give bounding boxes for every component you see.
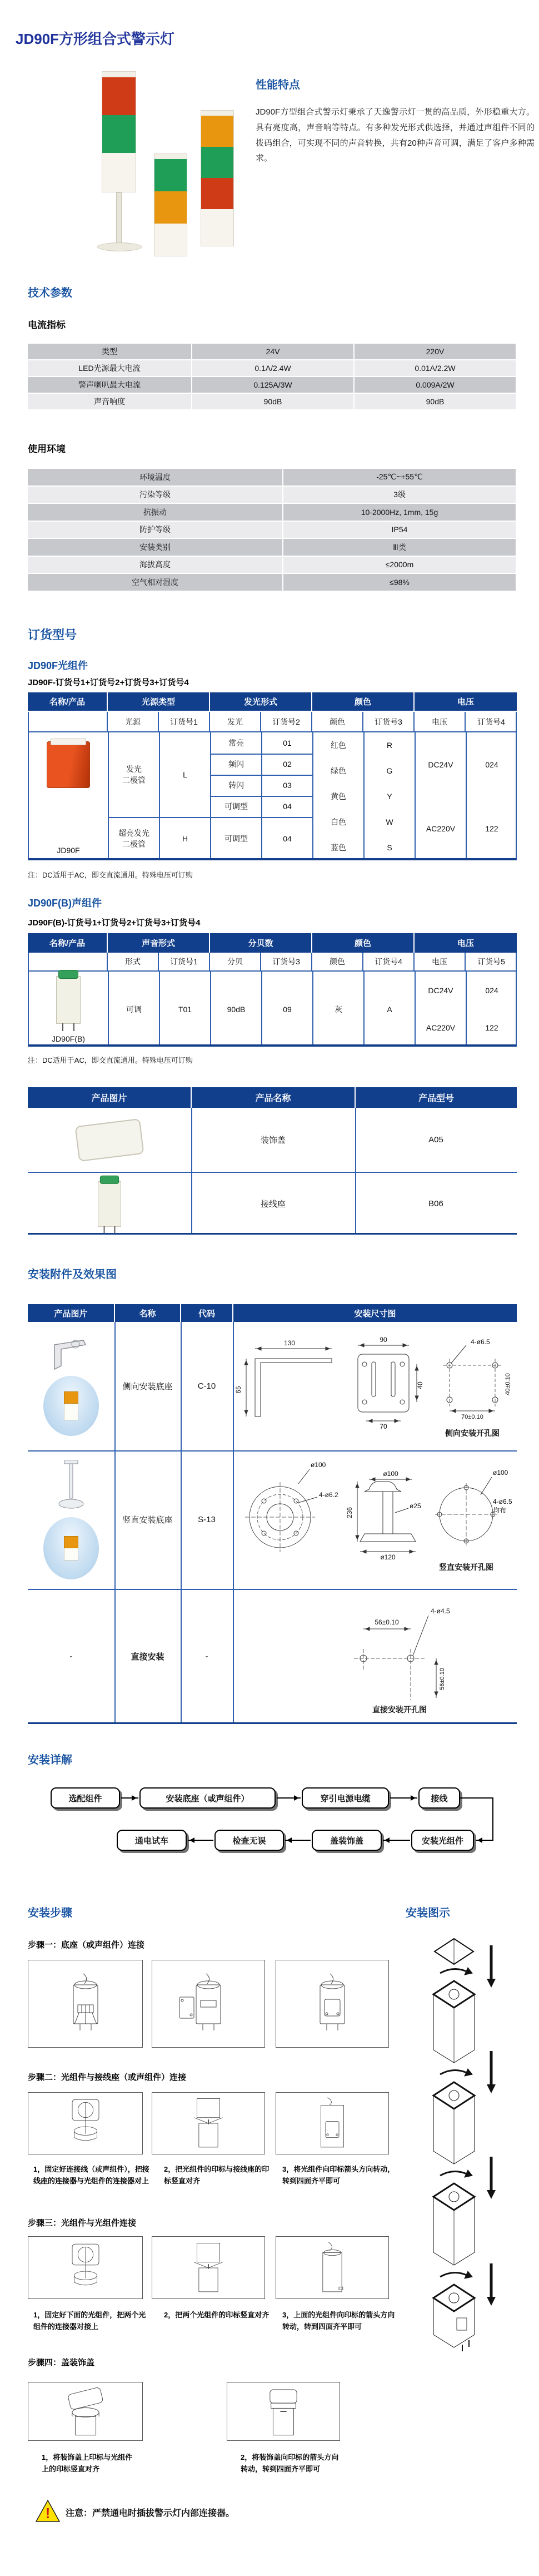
vertical-mount-drawing xyxy=(233,1450,517,1589)
sound-table-note: 注：DC适用于AC，即交直流通用。特殊电压可订购 xyxy=(28,1056,193,1064)
sound-product-cell xyxy=(29,972,108,1047)
flow-heading: 安装详解 xyxy=(28,1754,72,1766)
svg-text:ø25: ø25 xyxy=(410,1502,421,1510)
base-image-cell xyxy=(28,1173,191,1235)
svg-text:4-ø6.5: 4-ø6.5 xyxy=(471,1338,490,1346)
flow-step-base: 安装底座（或声组件） xyxy=(139,1787,276,1809)
step3-panel-3 xyxy=(276,2236,389,2299)
tower-light-3 xyxy=(201,110,234,246)
direct-mount-drawing xyxy=(233,1589,517,1724)
device-sketch xyxy=(293,1968,371,2040)
svg-text:竖直安装开孔图: 竖直安装开孔图 xyxy=(439,1563,493,1572)
install-diagram xyxy=(423,1934,501,2438)
step4-caption-1: 1，将装饰盖上印标与光组件上的印标竖直对齐 xyxy=(42,2453,133,2474)
light-table-note: 注：DC适用于AC，即交直流通用。特殊电压可订购 xyxy=(28,871,193,879)
svg-text:ø120: ø120 xyxy=(380,1553,396,1561)
flow-arrow-left-icon xyxy=(476,1840,493,1841)
jd90fb-product-image xyxy=(56,976,81,1024)
hled-source-name: 超亮发光 二极管 xyxy=(118,829,149,849)
svg-text:侧向安装开孔图: 侧向安装开孔图 xyxy=(445,1429,500,1438)
hero-product-image xyxy=(92,70,253,259)
sound-table-group-header: 名称/产品 声音形式 分贝数 颜色 电压 xyxy=(28,933,517,953)
sound-volt-code-list: 024 122 xyxy=(485,985,498,1033)
step1-panel-1 xyxy=(28,1960,143,2048)
current-subheading: 电流指标 xyxy=(28,320,66,330)
cover-flat-sketch xyxy=(247,2385,320,2438)
warning-text: 注意：严禁通电时插拔警示灯内部连接器。 xyxy=(66,2509,235,2518)
align-sketch xyxy=(175,2240,242,2296)
step1-panel-3 xyxy=(276,1960,389,2048)
rotate-sketch xyxy=(299,2096,366,2151)
light-product-cell xyxy=(29,732,108,860)
steps-heading: 安装步骤 xyxy=(28,1907,72,1919)
flow-arrow-right-icon xyxy=(277,1797,301,1799)
svg-text:!: ! xyxy=(45,2505,51,2521)
flow-step-cover: 盖装饰盖 xyxy=(312,1830,382,1851)
step3-caption-2: 2，把两个光组件的印标竖直对齐 xyxy=(164,2311,270,2319)
side-mount-photo xyxy=(43,1376,99,1436)
sound-table-body: JD90F(B) 可调 T01 90dB 09 灰 A DC24V AC220V 024 122 xyxy=(28,972,517,1047)
svg-text:56±0.10: 56±0.10 xyxy=(375,1618,399,1626)
svg-text:70±0.10: 70±0.10 xyxy=(461,1414,483,1420)
cover-image-cell xyxy=(28,1108,191,1172)
svg-text:65: 65 xyxy=(234,1386,242,1394)
light-table-col-header: 光源 订货号1 发光 订货号2 颜色 订货号3 电压 订货号4 xyxy=(28,712,517,732)
page-title: JD90F方形组合式警示灯 xyxy=(16,31,175,47)
led-source-name: 发光 二极管 xyxy=(122,765,146,785)
env-spec-table: 环境温度 -25℃~+55℃ 污染等级 3级 抗振动 10-2000Hz, 1mm, 15g 防护等级 IP54 安装类别 Ⅲ类 海拔高度 ≤2000m 空气相对湿度 ≤98% xyxy=(28,469,517,591)
flow-step-wire: 接线 xyxy=(418,1787,460,1809)
svg-text:ø100: ø100 xyxy=(493,1469,508,1477)
svg-text:236: 236 xyxy=(346,1507,353,1519)
decor-cover-image xyxy=(75,1118,144,1162)
tower-pole xyxy=(116,192,122,244)
diagram-heading: 安装图示 xyxy=(406,1907,450,1919)
side-mount-image-cell xyxy=(28,1322,114,1450)
step4-caption-2: 2，将装饰盖向印标的箭头方向转动，转到四面齐平即可 xyxy=(241,2453,339,2474)
svg-text:56±0.10: 56±0.10 xyxy=(439,1668,446,1690)
accessory-table-body: 装饰盖 A05 接线座 B06 xyxy=(28,1108,517,1235)
flow-arrow-left-icon xyxy=(188,1840,213,1841)
sound-product-label: JD90F(B) xyxy=(52,1034,85,1043)
flow-arrow-left-icon xyxy=(285,1840,311,1841)
tower-base-disc xyxy=(97,242,142,251)
light-order-formula: JD90F-订货号1+订货号2+订货号3+订货号4 xyxy=(28,678,189,687)
step1-panel-2 xyxy=(152,1960,265,2048)
direct-mount-image-cell: - xyxy=(69,1652,73,1661)
light-color-list: 红色 绿色 黄色 白色 蓝色 xyxy=(331,741,346,852)
svg-text:直接安装开孔图: 直接安装开孔图 xyxy=(372,1705,427,1714)
mount-table-header: 产品图片 名称 代码 安装尺寸图 xyxy=(28,1304,517,1322)
sound-table-col-header: 形式 订货号1 分贝 订货号3 颜色 订货号4 电压 订货号5 xyxy=(28,953,517,972)
step2-panel-2 xyxy=(152,2092,265,2154)
mount-table-body: 侧向安装底座 C-10 130 65 90 40 70 4-ø6.5 40±0.10 70±0.10 侧向安装开孔图 竖直安装底座 S-13 ø100 4-ø6.2 ø100 ø25 236 ø120 ø100 4-ø6.5 均布 竖直安装开孔图 - 直接安装 - 56±0.10 4-ø4.5 56±0.10 直接安装开孔图 xyxy=(28,1322,517,1724)
sound-order-formula: JD90F(B)-订货号1+订货号2+订货号3+订货号4 xyxy=(28,918,201,928)
led-source-code: L xyxy=(183,770,187,779)
svg-text:130: 130 xyxy=(283,1339,296,1347)
light-table-group-header: 名称/产品 光源类型 发光形式 颜色 电压 xyxy=(28,692,517,711)
flow-step-select: 选配组件 xyxy=(51,1787,120,1809)
light-volt-list: DC24V AC220V xyxy=(426,760,456,833)
flow-arrow-right-icon xyxy=(121,1797,138,1799)
sound-volt-list: DC24V AC220V xyxy=(426,985,456,1033)
side-bracket-sketch xyxy=(49,1337,93,1371)
device-sketch xyxy=(47,1968,124,2040)
step2-caption-1: 1，固定好连接线（或声组件），把接线座的连接器与光组件的连接器对上 xyxy=(33,2165,149,2186)
env-subheading: 使用环境 xyxy=(28,444,66,454)
jd90f-product-image xyxy=(47,741,90,788)
step3-caption-3: 3，上面的光组件向印标的箭头方向转动，转到四面齐平即可 xyxy=(282,2311,395,2331)
warning-icon xyxy=(36,2499,60,2523)
pole-sketch xyxy=(54,1460,88,1514)
sound-component-title: JD90F(B)声组件 xyxy=(28,898,102,909)
tech-heading: 技术参数 xyxy=(28,287,72,299)
svg-text:均布: 均布 xyxy=(493,1507,507,1514)
flow-step-cable: 穿引电源电缆 xyxy=(302,1787,389,1809)
step2-panel-1 xyxy=(28,2092,143,2154)
light-component-title: JD90F光组件 xyxy=(28,660,88,671)
current-spec-table: 类型 24V 220V LED光源最大电流 0.1A/2.4W 0.01A/2.2W 警声喇叭最大电流 0.125A/3W 0.009A/2W 声音响度 90dB 90dB xyxy=(28,344,517,409)
step3-panel-2 xyxy=(152,2236,265,2299)
step2-panel-3 xyxy=(276,2092,389,2154)
exploded-stack-sketch xyxy=(423,1934,501,2435)
light-product-label: JD90F xyxy=(57,846,80,855)
flow-step-check: 检查无误 xyxy=(214,1830,284,1851)
step2-caption-2: 2，把光组件的印标与接线座的印标竖直对齐 xyxy=(164,2165,270,2186)
flow-step-test: 通电试车 xyxy=(117,1830,187,1851)
connector-sketch xyxy=(52,2240,119,2296)
step3-panel-1 xyxy=(28,2236,143,2299)
step4-panel-1 xyxy=(28,2382,143,2441)
side-mount-drawing xyxy=(233,1322,517,1450)
features-text: JD90F方型组合式警示灯秉承了天逸警示灯一贯的高品质，外形稳重大方。具有亮度高，声音响等特点。有多种发光形式供选择，并通过声组件不同的拨码组合，可实现不同的声音转换，共有20种声音可调，满足了客户多种需求。 xyxy=(256,107,535,164)
accessory-table-header: 产品图片 产品名称 产品型号 xyxy=(28,1087,517,1108)
flow-arrow-right-icon xyxy=(390,1797,417,1799)
step3-title: 步骤三：光组件与光组件连接 xyxy=(28,2218,137,2228)
light-volt-code-list: 024 122 xyxy=(485,760,498,833)
cover-tilt-sketch xyxy=(49,2385,122,2438)
align-sketch xyxy=(175,2096,242,2151)
step2-caption-3: 3，将光组件向印标箭头方向转动，转到四面齐平即可 xyxy=(282,2165,395,2186)
vertical-mount-photo xyxy=(43,1517,99,1579)
tower-light-1 xyxy=(102,71,136,192)
hled-source-code: H xyxy=(182,834,188,843)
svg-text:40±0.10: 40±0.10 xyxy=(505,1373,511,1395)
rotate-sketch xyxy=(299,2240,366,2296)
light-table-body: JD90F 发光 二极管 L 超亮发光 二极管 H 常亮 频闪 转闪 可调型 01 02 03 04 可调型 04 红色 绿色 黄色 白色 蓝色 R G Y W S DC24V AC220V 024 122 xyxy=(28,732,517,860)
tower-light-2 xyxy=(154,153,187,256)
mounts-heading: 安装附件及效果图 xyxy=(28,1269,117,1281)
ordering-heading: 订货型号 xyxy=(28,628,77,642)
svg-text:90: 90 xyxy=(380,1336,387,1344)
light-color-code-list: R G Y W S xyxy=(386,741,393,852)
terminal-base-image xyxy=(98,1181,121,1227)
connector-sketch xyxy=(52,2096,119,2151)
svg-text:4-ø6.2: 4-ø6.2 xyxy=(319,1491,338,1499)
svg-text:70: 70 xyxy=(380,1423,387,1430)
svg-text:ø100: ø100 xyxy=(311,1461,326,1469)
svg-text:4-ø4.5: 4-ø4.5 xyxy=(431,1607,450,1615)
step2-title: 步骤二：光组件与接线座（或声组件）连接 xyxy=(28,2073,187,2082)
flow-step-light: 安装光组件 xyxy=(411,1830,474,1851)
step4-title: 步骤四：盖装饰盖 xyxy=(28,2358,95,2367)
step1-title: 步骤一：底座（或声组件）连接 xyxy=(28,1940,145,1950)
flow-arrow-left-icon xyxy=(383,1840,410,1841)
svg-text:40: 40 xyxy=(416,1381,424,1389)
device-sketch xyxy=(169,1968,247,2040)
svg-text:ø100: ø100 xyxy=(383,1470,398,1478)
features-heading: 性能特点 xyxy=(256,79,300,91)
svg-text:4-ø6.5: 4-ø6.5 xyxy=(493,1498,512,1505)
step4-panel-2 xyxy=(227,2382,340,2441)
vertical-mount-image-cell xyxy=(28,1450,114,1589)
step3-caption-1: 1，固定好下面的光组件，把两个光组件的连接器对接上 xyxy=(33,2311,146,2331)
